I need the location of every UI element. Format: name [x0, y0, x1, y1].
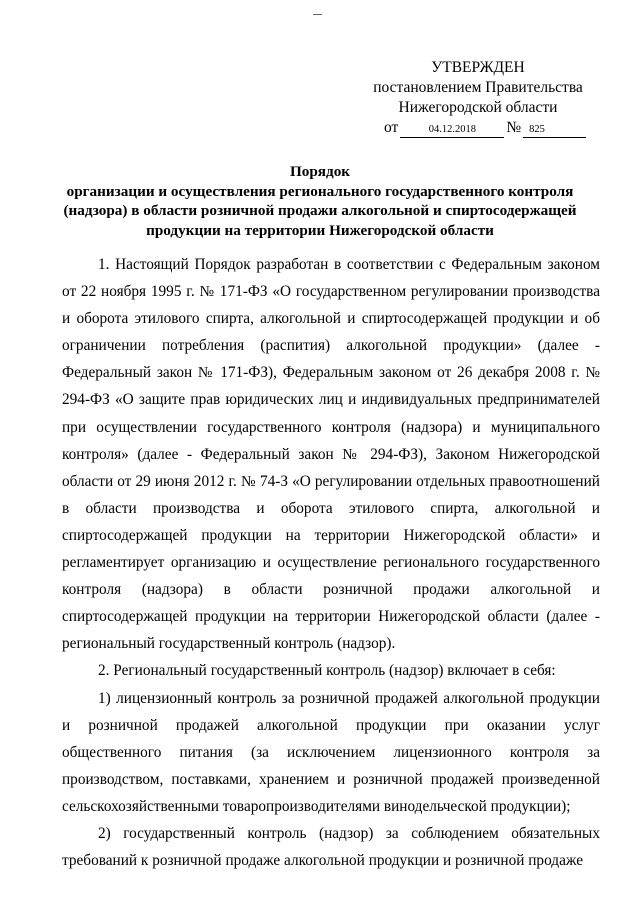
title-line-1: Порядок: [289, 163, 351, 180]
approval-date-number-line: [384, 118, 588, 138]
approval-decree-line: постановлением Правительства: [373, 79, 583, 96]
scan-mark: [313, 14, 322, 15]
title-line-3: (надзора) в области розничной продажи алкогольной и спиртосодержащей: [63, 202, 577, 220]
approval-from-label: от: [384, 119, 399, 136]
title-line-2: организации и осуществления регионального государственного контроля: [66, 182, 574, 200]
approval-region-line: Нижегородской области: [398, 99, 558, 116]
title-line-4: продукции на территории Нижегородской области: [146, 221, 494, 239]
paragraph-2-item-2: 2) государственный контроль (надзор) за соблюдением обязательных требований к розничной продаже алкогольной продукции и розничной продаже: [62, 824, 600, 870]
paragraph-2: 2. Региональный государственный контроль (надзор) включает в себя:: [98, 662, 556, 680]
paragraph-1: 1. Настоящий Порядок разработан в соответствии с Федеральным законом от 22 ноября 1995 г. № 171-ФЗ «О государственном регулировании производства и оборота этилового спирта, алкогольной и спиртосодержащей продукции и об ограничении потребления (распития) алкогольной продукции» (далее - Федеральный закон № 171-ФЗ), Федеральным законом от 26 декабря 2008 г. № 294-ФЗ «О защите прав юридических лиц и индивидуальных предпринимателей при осуществлении государственного контроля (надзора) и муниципального контроля» (далее - Федеральный закон № 294-ФЗ), Законом Нижегородской области от 29 июня 2012 г. № 74-З «О регулировании отдельных правоотношений в области производства и оборота этилового спирта, алкогольной и спиртосодержащей продукции на территории Нижегородской области» и регламентирует организацию и осуществление регионального государственного контроля (надзора) в области розничной продажи алкогольной и спиртосодержащей продукции на территории Нижегородской области (далее - региональный государственный контроль (надзор).: [62, 256, 600, 653]
approval-stamp: [368, 58, 588, 138]
approval-number-label: №: [506, 119, 522, 136]
approval-date: 04.12.2018: [400, 123, 504, 138]
document-body: [62, 251, 600, 874]
document-title: [40, 162, 600, 240]
paragraph-2-item-1: 1) лицензионный контроль за розничной продажей алкогольной продукции и розничной продажей алкогольной продукции при оказании услуг общественного питания (за исключением лицензионного контроля за производством, поставками, хранением и розничной продажей произведенной сельскохозяйственными товаропроизводителями винодельческой продукции);: [62, 689, 600, 815]
approval-heading: УТВЕРЖДЕН: [431, 59, 525, 76]
approval-number: 825: [523, 123, 586, 138]
